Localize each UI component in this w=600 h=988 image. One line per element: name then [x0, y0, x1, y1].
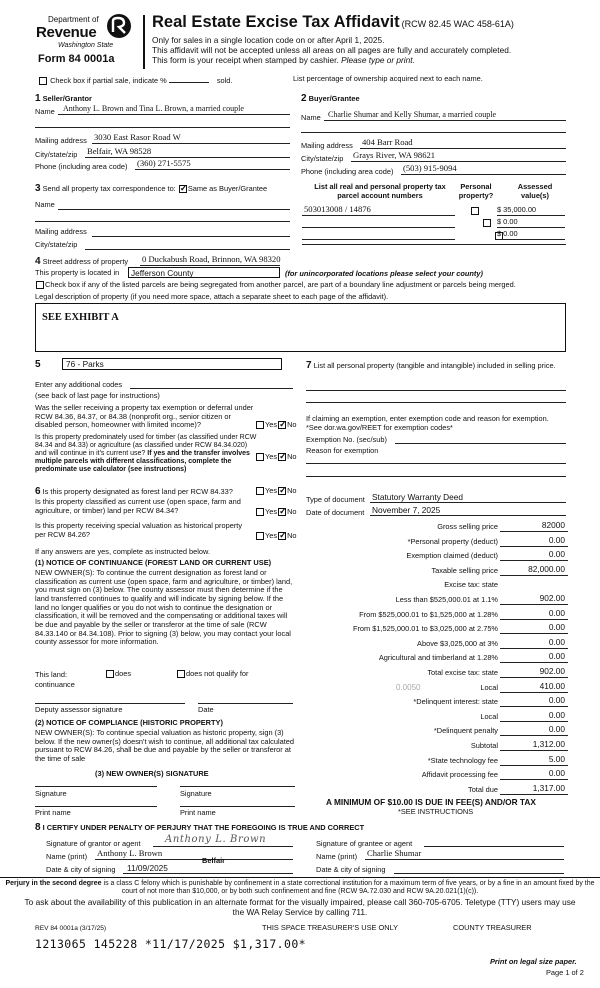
page-number: Page 1 of 2: [546, 968, 584, 977]
grantee-name-field[interactable]: [365, 849, 564, 860]
grantee-signature-field[interactable]: [424, 846, 564, 847]
doc-type-value: Statutory Warranty Deed: [372, 492, 463, 502]
certify-row: [35, 822, 364, 834]
personal-property-line-1[interactable]: [306, 390, 566, 391]
calc-label: Local: [480, 711, 498, 721]
calc-label: Above $3,025,000 at 3%: [417, 638, 498, 648]
calc-value-field[interactable]: [500, 755, 568, 766]
treasurer-receipt: 1213065 145228 *11/17/2025 $1,317.00*: [35, 937, 306, 951]
calc-row: [300, 549, 568, 564]
calc-value: 0.00: [548, 622, 565, 633]
calc-value: 0.00: [548, 534, 565, 545]
exemption-question: Was the seller receiving a property tax exemption or deferral under RCW 84.36, 84.37, or 84.38 (nonprofit org., senior citizen or disabled person, homeowner with limited income)?: [35, 403, 254, 430]
calc-row: [300, 564, 568, 579]
calc-value-field[interactable]: [500, 696, 568, 707]
correspondence-row: [35, 183, 267, 195]
yes-label: Yes: [265, 531, 278, 540]
assessed-value-2[interactable]: [497, 217, 565, 228]
revenue-word: Revenue: [36, 24, 97, 41]
perjury-bold: Perjury in the second degree: [5, 880, 102, 887]
street-address-label: Street address of property: [42, 257, 129, 266]
segregation-row: [35, 281, 516, 290]
grantor-name-value: Anthony L. Brown: [97, 848, 163, 858]
form-rcw: (RCW 82.45 WAC 458-61A): [401, 19, 514, 29]
grantee-name-label: Name (print): [316, 852, 358, 861]
calc-value-field[interactable]: [500, 769, 568, 780]
exemption-no-checkbox[interactable]: [278, 421, 286, 429]
header-divider: [143, 15, 145, 69]
notice-continuance-body: NEW OWNER(S): To continue the current designation as forest land or classification as current use (open space, farm and agriculture, or timber) land, you must sign on (3) below. The county assessor must then determine if the land transferred continues to qualify and will indicate by signing below. If the land no longer qualifies or you do not wish to continue the designation or classification, it will be removed and the compensating or additional taxes will be due and payable by the seller or transferor at the time of sale (RCW 84.33.140 or 84.34.108). Prior to signing (3) below, you may contact your local county assessor for more information.: [35, 568, 293, 647]
corr-name-field[interactable]: [58, 209, 290, 210]
timber-question-bold: If yes and the transfer involves multiple parcels with different classifications, complete the predominate use calculator (see instructions): [35, 450, 250, 474]
yes-label: Yes: [265, 507, 278, 516]
calc-value: 0.00: [548, 768, 565, 779]
section-number: 5: [35, 359, 41, 370]
alt-format-notice: To ask about the availability of this publication in an alternate format for the visually impaired, please call 360-705-6705. Teletype (TTY) users may use the WA Relay Service by calling 711.: [24, 897, 576, 917]
current-use-no-checkbox[interactable]: [278, 508, 286, 516]
buyer-phone-value: (503) 915-9094: [403, 163, 457, 173]
no-label: No: [287, 486, 297, 495]
calc-label: Exemption claimed (deduct): [406, 551, 498, 561]
corr-city-label: City/state/zip: [35, 240, 78, 249]
calc-value-field[interactable]: [500, 784, 568, 795]
buyer-name-field[interactable]: [324, 110, 566, 121]
dor-logo: [36, 13, 136, 67]
header-line3: [152, 56, 415, 66]
owner-signature-line-1[interactable]: [35, 786, 157, 787]
land-use-code-select[interactable]: [62, 358, 282, 370]
calc-row: [300, 681, 568, 696]
seller-city-label: City/state/zip: [35, 150, 78, 159]
parcel-row-1[interactable]: [302, 205, 455, 216]
calc-value: 82000: [541, 520, 565, 530]
local-rate: 0.0050: [396, 683, 421, 692]
forest-land-row: [35, 486, 233, 498]
buyer-heading-text: Buyer/Grantee: [308, 94, 360, 103]
corr-name-label: Name: [35, 200, 55, 209]
legal-size-note: Print on legal size paper.: [490, 957, 577, 966]
no-label: No: [287, 531, 297, 540]
buyer-mail-field[interactable]: [360, 138, 566, 149]
calc-value-field[interactable]: [500, 550, 568, 561]
assessed-value-text: $ 35,000.00: [497, 205, 537, 214]
personal-property-checkbox-2[interactable]: [483, 219, 491, 227]
does-not-checkbox[interactable]: [177, 670, 185, 678]
calc-value-field[interactable]: [500, 594, 568, 605]
treasurer-only: THIS SPACE TREASURER'S USE ONLY: [262, 923, 399, 932]
form-number: Form 84 0001a: [38, 53, 115, 65]
buyer-name-line2[interactable]: [301, 132, 566, 133]
header-line3b: Please type or print.: [341, 55, 415, 65]
calc-value: 902.00: [539, 593, 565, 603]
calc-row: [300, 666, 568, 681]
exemption-reason-line-1[interactable]: [306, 463, 566, 464]
current-use-yes-no: [255, 508, 297, 517]
calc-value: 0.00: [548, 709, 565, 720]
doc-date-value: November 7, 2025: [372, 505, 441, 515]
yes-label: Yes: [265, 452, 278, 461]
calc-label: *Delinquent interest: state: [413, 697, 498, 707]
exemption-number-label: Exemption No. (sec/sub): [306, 435, 387, 444]
buyer-name-label: Name: [301, 113, 321, 122]
deputy-signature-label: Deputy assessor signature: [35, 705, 123, 714]
seller-name-line2[interactable]: [35, 127, 290, 128]
calc-value-field[interactable]: [500, 565, 568, 576]
calc-row: [300, 651, 568, 666]
street-address-value: 0 Duckabush Road, Brinnon, WA 98320: [142, 254, 281, 264]
section-number: 8: [35, 822, 41, 833]
exemption-reason-label: Reason for exemption: [306, 446, 379, 455]
grantee-signature-label: Signature of grantee or agent: [316, 839, 413, 848]
does-checkbox[interactable]: [106, 670, 114, 678]
header-line1: Only for sales in a single location code on or after April 1, 2025.: [152, 35, 385, 45]
deputy-date-label: Date: [198, 705, 214, 714]
county-treasurer: COUNTY TREASURER: [453, 923, 532, 932]
no-label: No: [287, 452, 297, 461]
parcel-number: 503013008 / 14876: [304, 204, 371, 214]
notice-compliance-body: NEW OWNER(S): To continue special valuation as historic property, sign (3) below. If the new owner(s) doesn't wish to continue, all additional tax calculated pursuant to RCW 84.26, shall be due and payable by the seller or transferor at the time of sale: [35, 728, 295, 763]
header-line2: This affidavit will not be accepted unless all areas on all pages are fully and accurately completed.: [152, 45, 512, 55]
county-select[interactable]: [128, 267, 280, 278]
same-as-buyer-checkbox[interactable]: [179, 185, 187, 193]
forest-yes-checkbox[interactable]: [256, 487, 264, 495]
legal-description-box[interactable]: [35, 303, 566, 352]
rev-number: REV 84 0001a (3/17/25): [35, 925, 107, 932]
personal-property-text: List all personal property (tangible and intangible) included in selling price.: [313, 361, 556, 370]
calc-row: [300, 710, 568, 725]
calc-value: 0.00: [548, 636, 565, 647]
historic-yes-checkbox[interactable]: [256, 532, 264, 540]
see-back-note: (see back of last page for instructions): [35, 391, 160, 400]
buyer-city-label: City/state/zip: [301, 154, 344, 163]
personal-col-header: Personal property?: [458, 182, 494, 200]
additional-codes-label: Enter any additional codes: [35, 380, 123, 389]
yes-label: Yes: [265, 420, 278, 429]
assessed-value-text: $ 0.00: [497, 229, 518, 238]
seller-name-label: Name: [35, 107, 55, 116]
calc-value-field[interactable]: [500, 725, 568, 736]
grantor-city-value: Belfair: [202, 856, 226, 865]
deputy-date-line[interactable]: [198, 703, 293, 704]
calc-value: 0.00: [548, 651, 565, 662]
calc-label: Total due: [468, 784, 498, 794]
logo-mark-icon: [106, 13, 132, 39]
seller-phone-field[interactable]: [135, 159, 290, 170]
corr-name-line2[interactable]: [35, 221, 290, 222]
perjury-text: is a class C felony which is punishable by confinement in a state correctional institution for a maximum term of five years, or by a fine in an amount fixed by the court of not more than $10,000, or by both such confinement and fine (RCW 9A.72.030 and RCW 9A.20.021(1)(c)).: [101, 880, 595, 896]
doc-date-label: Date of document: [306, 508, 365, 517]
calc-value-field[interactable]: [500, 667, 568, 678]
notice-continuance-heading: (1) NOTICE OF CONTINUANCE (FOREST LAND OR CURRENT USE): [35, 558, 272, 567]
grantor-date-label: Date & city of signing: [46, 865, 116, 874]
legal-description-text: SEE EXHIBIT A: [42, 312, 119, 323]
calc-row: [300, 637, 568, 652]
section-number: 1: [35, 93, 41, 104]
current-use-question: Is this property classified as current use (open space, farm and agriculture, or timber) land per RCW 84.34?: [35, 497, 241, 515]
seller-mail-value: 3030 East Rasor Road W: [94, 132, 181, 142]
this-land-label: This land:: [35, 670, 68, 679]
grantor-signature-image: Anthony L. Brown: [165, 834, 267, 845]
does-not-label: does not qualify for: [186, 669, 249, 678]
calc-value: 5.00: [548, 753, 565, 764]
if-any-yes: If any answers are yes, complete as instructed below.: [35, 547, 210, 556]
exemption-yes-no: [255, 421, 297, 430]
perjury-notice: [4, 880, 596, 896]
does-not-option: [176, 670, 248, 679]
historic-yes-no: [255, 532, 297, 541]
current-use-yes-checkbox[interactable]: [256, 508, 264, 516]
forest-yes-no: [255, 487, 297, 496]
corr-city-field[interactable]: [85, 249, 290, 250]
calc-row: [300, 608, 568, 623]
partial-pct-field[interactable]: [169, 76, 209, 83]
assessed-value-3[interactable]: [497, 229, 565, 240]
seller-name-value: Anthony L. Brown and Tina L. Brown, a married couple: [63, 104, 244, 113]
seller-city-value: Belfair, WA 98528: [87, 146, 152, 156]
timber-question-text: Is this property predominately used for timber (as classified under RCW 84.34 and 84.33) or agriculture (as classified under RCW 84.34.020) and will continue in it's current use?: [35, 434, 257, 458]
buyer-heading: [301, 93, 360, 105]
form-title: Real Estate Excise Tax Affidavit: [152, 13, 400, 31]
calc-label: *Personal property (deduct): [407, 536, 498, 546]
calc-value-field[interactable]: [500, 609, 568, 620]
parcel-col-header: List all real and personal property tax parcel account numbers: [314, 182, 446, 200]
section-number: 3: [35, 183, 41, 194]
calc-value: 902.00: [539, 666, 565, 676]
signature-label-2: Signature: [180, 789, 212, 798]
new-owner-signature-heading: (3) NEW OWNER(S) SIGNATURE: [95, 769, 209, 778]
no-label: No: [287, 507, 297, 516]
exemption-yes-checkbox[interactable]: [256, 421, 264, 429]
see-instructions-note: *SEE INSTRUCTIONS: [398, 807, 474, 816]
dept-of: Department of: [48, 15, 99, 24]
timber-question: [35, 434, 260, 474]
calc-label: Agricultural and timberland at 1.28%: [378, 653, 498, 663]
historic-question: Is this property receiving special valuation as historical property per RCW 84.26?: [35, 521, 243, 539]
partial-sale-row: [38, 76, 232, 86]
additional-codes-field[interactable]: [130, 388, 293, 389]
grantor-signature-field[interactable]: [153, 835, 293, 847]
buyer-phone-field[interactable]: [401, 164, 566, 175]
grantor-name-field[interactable]: [95, 849, 293, 860]
calc-row: [300, 578, 568, 593]
notice-compliance-heading: (2) NOTICE OF COMPLIANCE (HISTORIC PROPERTY): [35, 718, 223, 727]
segregation-checkbox[interactable]: [36, 281, 44, 289]
header-line3a: This form is your receipt when stamped by cashier.: [152, 55, 339, 65]
owner-print-line-1[interactable]: [35, 806, 157, 807]
calc-value: 1,317.00: [532, 782, 565, 793]
buyer-phone-label: Phone (including area code): [301, 167, 394, 176]
print-name-label-2: Print name: [180, 808, 216, 817]
buyer-city-value: Grays River, WA 98621: [353, 150, 436, 160]
seller-heading: [35, 93, 92, 105]
calc-value: 410.00: [539, 680, 565, 691]
corr-mail-field[interactable]: [92, 236, 290, 237]
land-use-code-value: 76 - Parks: [66, 359, 104, 369]
calc-value: 0.00: [548, 549, 565, 560]
calc-row: [300, 593, 568, 608]
buyer-name-value: Charlie Shumar and Kelly Shumar, a married couple: [328, 110, 497, 119]
partial-sold: sold.: [216, 76, 233, 85]
calc-label: Local: [480, 682, 498, 692]
located-label: This property is located in: [35, 268, 120, 277]
assessed-col-header: Assessed value(s): [517, 182, 553, 200]
street-address-row: [35, 256, 128, 268]
unincorporated-note: (for unincorporated locations please select your county): [285, 269, 483, 278]
exemption-reason-line-2[interactable]: [306, 476, 566, 477]
signature-label-1: Signature: [35, 789, 67, 798]
section-number: 4: [35, 256, 41, 267]
deputy-signature-line[interactable]: [35, 703, 185, 704]
seller-heading-text: Seller/Grantor: [42, 94, 92, 103]
calc-row: [300, 768, 568, 783]
seller-mail-label: Mailing address: [35, 136, 87, 145]
calc-value-field[interactable]: [500, 638, 568, 649]
historic-no-checkbox[interactable]: [278, 532, 286, 540]
ownership-note: List percentage of ownership acquired next to each name.: [293, 74, 483, 83]
minimum-due-note: A MINIMUM OF $10.00 IS DUE IN FEE(S) AND/OR TAX: [326, 797, 536, 807]
section-number: 6: [35, 486, 41, 497]
calc-value: 82,000.00: [528, 563, 565, 574]
grantor-signature-label: Signature of grantor or agent: [46, 839, 141, 848]
doc-type-label: Type of document: [306, 495, 365, 504]
tax-calc-table: [300, 520, 568, 798]
calc-label: Less than $525,000.01 at 1.1%: [395, 595, 498, 604]
parcel-row-4[interactable]: [302, 244, 566, 245]
owner-signature-line-2[interactable]: [180, 786, 295, 787]
calc-value-field[interactable]: [500, 652, 568, 663]
calc-label: Subtotal: [470, 741, 498, 750]
parcel-row-3[interactable]: [302, 229, 455, 240]
calc-row: [300, 520, 568, 535]
calc-value: 0.00: [548, 724, 565, 735]
print-name-label-1: Print name: [35, 808, 71, 817]
buyer-city-field[interactable]: [351, 151, 566, 162]
exemption-number-field[interactable]: [395, 443, 566, 444]
calc-row: [300, 754, 568, 769]
calc-label: Total excise tax: state: [427, 668, 498, 677]
grantee-name-value: Charlie Shumar: [367, 848, 422, 858]
grantee-date-field[interactable]: [394, 873, 564, 874]
personal-property-checkbox-1[interactable]: [471, 207, 479, 215]
assessed-value-1[interactable]: [497, 205, 565, 216]
seller-phone-label: Phone (including area code): [35, 162, 128, 171]
timber-no-checkbox[interactable]: [278, 453, 286, 461]
does-option: [105, 670, 131, 679]
timber-yes-no: [255, 453, 297, 462]
grantee-date-label: Date & city of signing: [316, 865, 386, 874]
washington-state: Washington State: [58, 42, 114, 49]
section-number: 2: [301, 93, 307, 104]
partial-sale-checkbox[interactable]: [39, 77, 47, 85]
calc-value-field[interactable]: [500, 623, 568, 634]
street-address-field[interactable]: [140, 255, 280, 266]
calc-label: From $1,525,000.01 to $3,025,000 at 2.75%: [352, 624, 498, 634]
corr-mail-label: Mailing address: [35, 227, 87, 236]
footer-divider: [0, 877, 600, 878]
yes-label: Yes: [265, 486, 278, 495]
grantor-date-value: 11/09/2025: [127, 863, 168, 873]
forest-land-question: Is this property designated as forest land per RCW 84.33?: [42, 487, 233, 496]
no-label: No: [287, 420, 297, 429]
calc-row: [300, 739, 568, 754]
calc-label: *Delinquent penalty: [433, 726, 498, 736]
calc-value-field[interactable]: [500, 521, 568, 532]
seller-city-field[interactable]: [85, 147, 290, 158]
parcel-row-2[interactable]: [302, 217, 455, 228]
buyer-mail-value: 404 Barr Road: [362, 137, 413, 147]
calc-row: [300, 724, 568, 739]
form-title-row: [152, 13, 514, 32]
county-value: Jefferson County: [131, 268, 194, 278]
continuance-label: continuance: [35, 680, 75, 689]
legal-description-label: Legal description of property (if you need more space, attach a separate sheet to each page of the affidavit).: [35, 292, 389, 301]
calc-label: Affidavit processing fee: [421, 770, 498, 780]
segregation-text: Check box if any of the listed parcels are being segregated from another parcel, are part of a boundary line adjustment or parcels being merged.: [45, 280, 516, 289]
calc-value-field[interactable]: [500, 682, 568, 693]
calc-label: Excise tax: state: [444, 580, 498, 590]
same-as-buyer-label: Same as Buyer/Grantee: [187, 184, 268, 193]
calc-value-field[interactable]: [500, 711, 568, 722]
seller-name-field[interactable]: [58, 104, 290, 115]
partial-sale-label: Check box if partial sale, indicate %: [50, 76, 167, 85]
calc-value: 0.00: [548, 607, 565, 618]
owner-print-line-2[interactable]: [180, 806, 295, 807]
calc-row: [300, 695, 568, 710]
calc-label: From $525,000.01 to $1,525,000 at 1.28%: [359, 609, 498, 619]
correspondence-text: Send all property tax correspondence to:: [42, 184, 176, 193]
grantor-name-label: Name (print): [46, 852, 88, 861]
personal-property-line-2[interactable]: [306, 402, 566, 403]
calc-row: [300, 535, 568, 550]
assessed-value-text: $ 0.00: [497, 217, 518, 226]
calc-label: *State technology fee: [427, 755, 498, 765]
timber-yes-checkbox[interactable]: [256, 453, 264, 461]
seller-phone-value: (360) 271-5575: [137, 158, 191, 168]
calc-label: Gross selling price: [437, 522, 498, 531]
calc-value: 1,312.00: [532, 739, 565, 749]
calc-value: 0.00: [548, 695, 565, 706]
certify-heading: I CERTIFY UNDER PENALTY OF PERJURY THAT THE FOREGOING IS TRUE AND CORRECT: [42, 823, 365, 832]
seller-mail-field[interactable]: [92, 133, 290, 144]
forest-no-checkbox[interactable]: [278, 487, 286, 495]
buyer-mail-label: Mailing address: [301, 141, 353, 150]
section-number: 7: [306, 360, 312, 371]
doc-date-field[interactable]: [370, 505, 566, 516]
calc-value-field[interactable]: [500, 740, 568, 751]
calc-value-field[interactable]: [500, 536, 568, 547]
does-label: does: [115, 669, 132, 678]
personal-property-row: [306, 360, 566, 372]
doc-type-field[interactable]: [370, 492, 566, 503]
calc-row: [300, 622, 568, 637]
calc-row: [300, 783, 568, 798]
exemption-claim-text: If claiming an exemption, enter exemption code and reason for exemption. *See dor.wa.gov/REET for exemption codes*: [306, 414, 549, 432]
calc-label: Taxable selling price: [431, 565, 498, 575]
